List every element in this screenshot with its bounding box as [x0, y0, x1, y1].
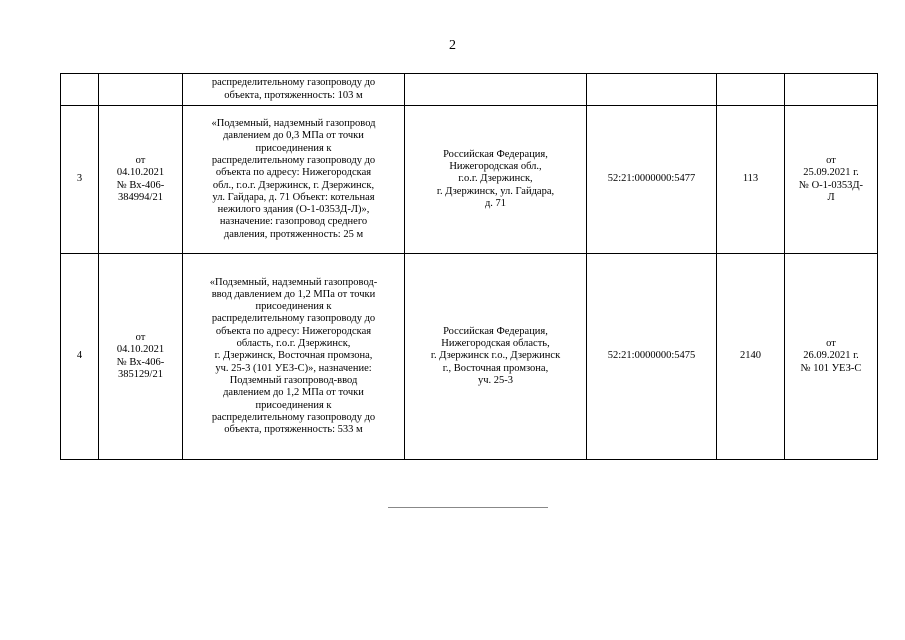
text-line: давления, протяженность: 25 м	[223, 228, 364, 240]
text-line: давлением до 1,2 МПа от точки	[223, 387, 364, 399]
cell-description	[183, 106, 405, 254]
text-line: нежилого здания (О-1-0353Д-Л)»,	[217, 204, 370, 216]
cell-number	[61, 74, 99, 106]
cell-number: 3	[61, 106, 99, 254]
cell-description	[183, 254, 405, 460]
text-line: Подземный газопровод-ввод	[229, 374, 358, 386]
text-line: область, г.о.г. Дзержинск,	[236, 338, 351, 350]
text-line: ул. Гайдара, д. 71 Объект: котельная	[212, 191, 375, 203]
text-line: объекта, протяженность: 103 м	[224, 89, 363, 101]
text-line: 04.10.2021	[116, 344, 165, 356]
text-line: от	[135, 154, 146, 166]
table-row	[61, 74, 878, 106]
text-line: Л	[827, 191, 835, 203]
text-line: Российская Федерация,	[443, 325, 548, 337]
text-line: Нижегородская область,	[441, 338, 550, 350]
text-line: Нижегородская обл.,	[449, 161, 542, 173]
text-line: 04.10.2021	[116, 167, 165, 179]
table-row	[61, 254, 878, 460]
text-line: ввод давлением до 1,2 МПа от точки	[211, 288, 376, 300]
text-line: д. 71	[484, 197, 507, 209]
text-line: Российская Федерация,	[443, 148, 548, 160]
text-line: обл., г.о.г. Дзержинск, г. Дзержинск,	[212, 179, 375, 191]
cell-area: 2140	[717, 254, 785, 460]
cell-cadastral-number: 52:21:0000000:5477	[587, 106, 717, 254]
text-line: назначение: газопровод среднего	[219, 216, 368, 228]
text-line: объекта по адресу: Нижегородская	[215, 167, 372, 179]
text-line: 385129/21	[118, 368, 163, 380]
register-table	[60, 73, 878, 460]
text-line: распределительному газопроводу до	[211, 154, 376, 166]
text-line: «Подземный, надземный газопровод-	[209, 276, 378, 288]
text-line: распределительному газопроводу до	[211, 313, 376, 325]
cell-decision	[785, 254, 878, 460]
cell-address	[405, 74, 587, 106]
cell-request	[99, 106, 183, 254]
cell-number: 4	[61, 254, 99, 460]
cell-area: 113	[717, 106, 785, 254]
text-line: № Вх-406-	[116, 356, 165, 368]
table-row	[61, 106, 878, 254]
text-line: № О-1-0353Д-	[798, 179, 864, 191]
cell-cadastral-number: 52:21:0000000:5475	[587, 254, 717, 460]
cell-description	[183, 74, 405, 106]
text-line: «Подземный, надземный газопровод	[211, 118, 376, 130]
text-line: № Вх-406-	[116, 179, 165, 191]
footer-divider	[388, 507, 548, 508]
text-line: г., Восточная промзона,	[442, 362, 549, 374]
text-line: от	[135, 331, 146, 343]
text-line: объекта, протяженность: 533 м	[224, 424, 363, 436]
cell-decision	[785, 74, 878, 106]
cell-area	[717, 74, 785, 106]
text-line: присоединения к	[255, 142, 332, 154]
cell-decision	[785, 106, 878, 254]
text-line: уч. 25-3 (101 УЕЗ-С)», назначение:	[215, 362, 372, 374]
text-line: распределительному газопроводу до	[211, 411, 376, 423]
page-number: 2	[449, 38, 456, 53]
text-line: от	[826, 154, 836, 166]
text-line: № 101 УЕЗ-С	[800, 362, 862, 374]
cell-address	[405, 254, 587, 460]
text-line: г. Дзержинск, ул. Гайдара,	[436, 185, 555, 197]
text-line: объекта по адресу: Нижегородская	[215, 325, 372, 337]
cell-address	[405, 106, 587, 254]
text-line: присоединения к	[255, 399, 332, 411]
cell-request	[99, 254, 183, 460]
text-line: распределительному газопроводу до	[211, 77, 376, 89]
text-line: 25.09.2021 г.	[803, 167, 859, 179]
text-line: г. Дзержинск г.о., Дзержинск	[430, 350, 561, 362]
text-line: 384994/21	[118, 191, 163, 203]
text-line: от	[826, 338, 836, 350]
text-line: уч. 25-3	[477, 374, 514, 386]
text-line: присоединения к	[255, 301, 332, 313]
text-line: г. Дзержинск, Восточная промзона,	[214, 350, 373, 362]
cell-request	[99, 74, 183, 106]
text-line: г.о.г. Дзержинск,	[458, 173, 533, 185]
text-line: 26.09.2021 г.	[803, 350, 859, 362]
text-line: давлением до 0,3 МПа от точки	[223, 130, 364, 142]
cell-cadastral-number	[587, 74, 717, 106]
